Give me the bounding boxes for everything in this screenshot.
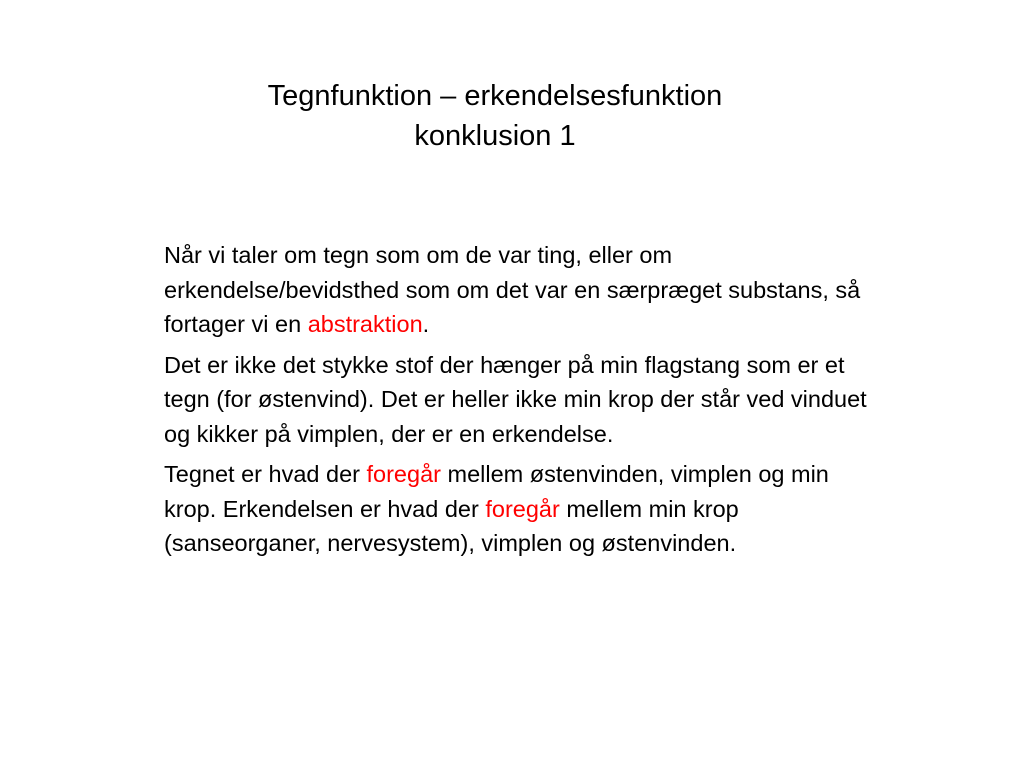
paragraph-text: Når vi taler om tegn som om de var ting, eller om erkendelse/bevidsthed som om det var en særpræget substans, så fortager vi en [164, 242, 861, 337]
slide-body [164, 238, 884, 567]
paragraph-text: Det er ikke det stykke stof der hænger på min flagstang som er et tegn (for østenvind). Det er heller ikke min krop der står ved vinduet og kikker på vimplen, der er en erkendelse. [164, 351, 867, 447]
paragraph-text: Tegnet er hvad der [164, 461, 367, 487]
paragraph-text: mellem østenvinden, vimplen og min krop. Erkendelsen er hvad der [164, 461, 829, 522]
paragraph-text: mellem min krop (sanseorganer, nervesystem), vimplen og østenvinden. [164, 495, 739, 556]
paragraph-flagpole [164, 348, 884, 452]
paragraph-text: . [422, 311, 430, 337]
highlight-foregaar-1: foregår [366, 461, 441, 487]
title-line-2: konklusion 1 [414, 120, 576, 152]
title-line-1: Tegnfunktion – erkendelsesfunktion [267, 80, 723, 112]
slide-title [0, 76, 990, 156]
paragraph-sign-definition [164, 457, 884, 561]
highlight-abstraktion: abstraktion [307, 311, 423, 337]
paragraph-abstraction [164, 238, 884, 342]
highlight-foregaar-2: foregår [485, 495, 560, 522]
